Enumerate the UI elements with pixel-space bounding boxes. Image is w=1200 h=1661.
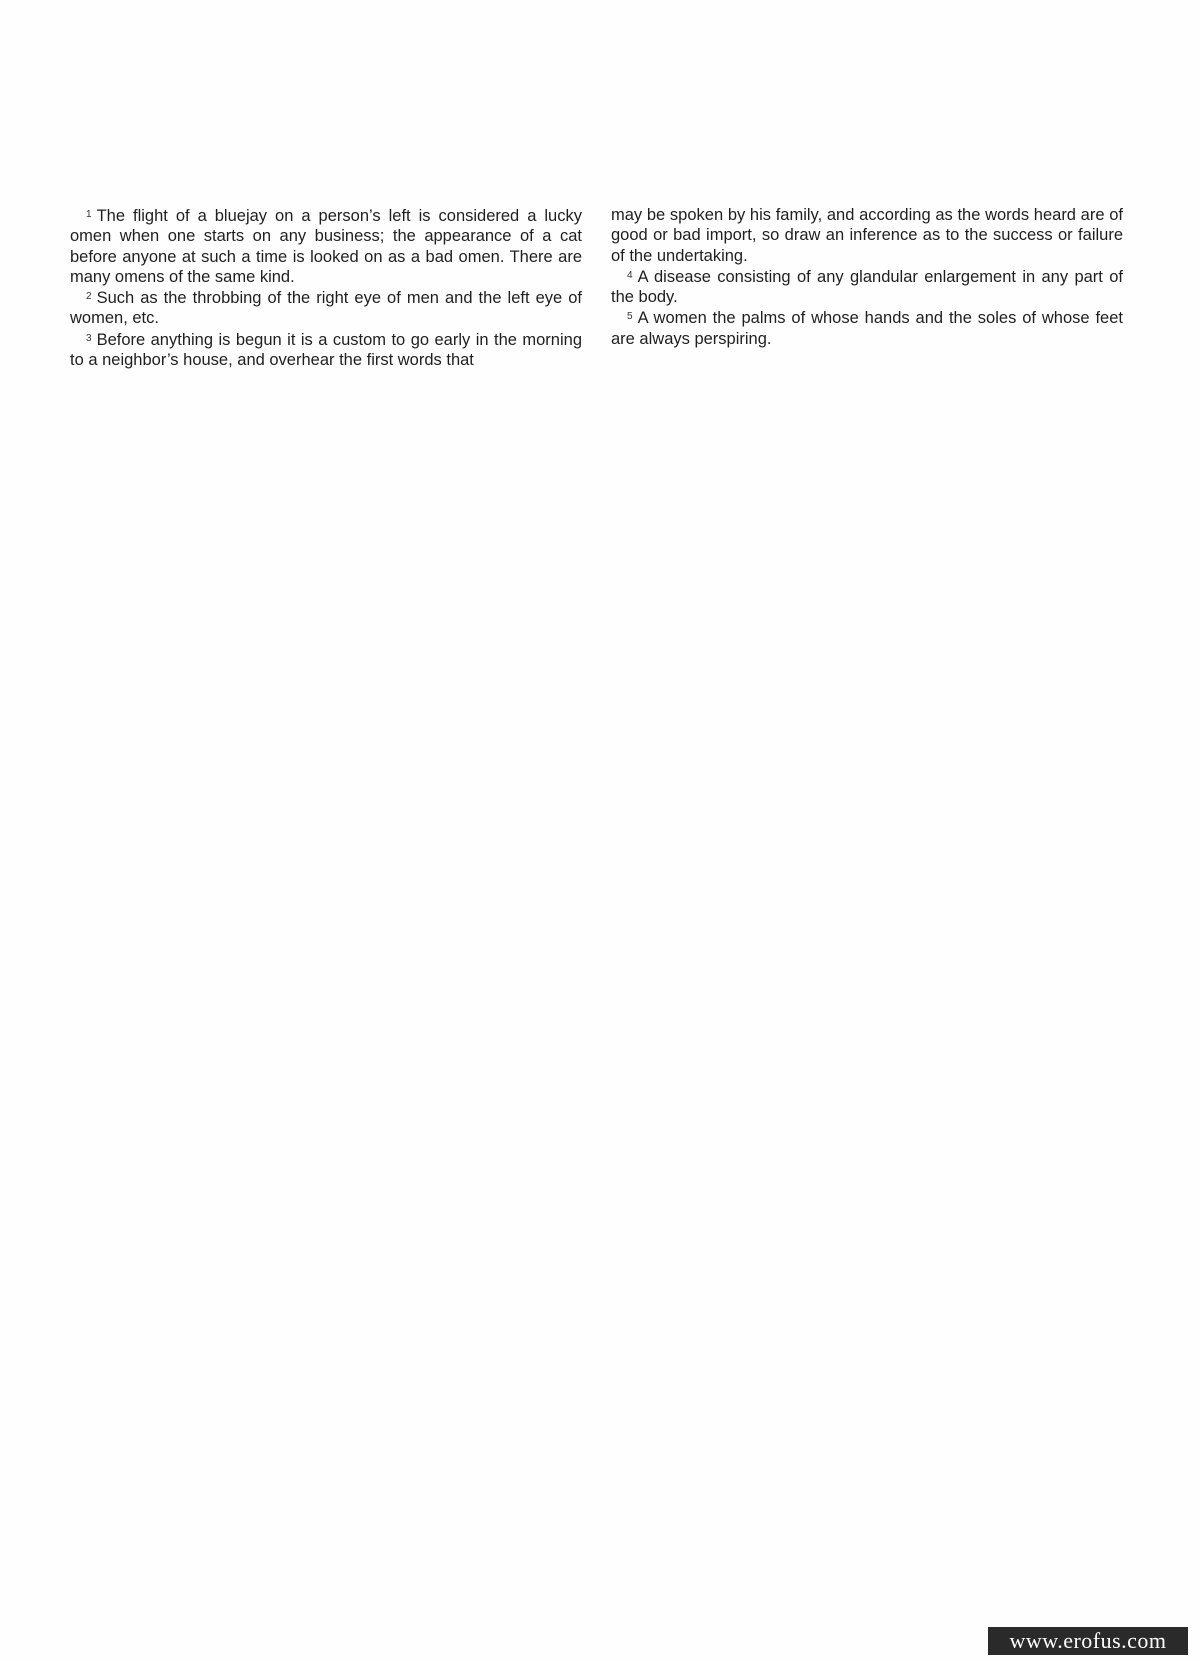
footnote-number: 1 (86, 209, 92, 220)
footnote-text: A women the palms of whose hands and the soles of whose feet are always perspiring. (611, 309, 1123, 348)
footnote-4 (611, 266, 1123, 308)
footnote-3-continued (611, 205, 1123, 266)
footnote-number: 2 (86, 291, 92, 303)
footnote-number: 5 (627, 311, 633, 323)
footnote-text: A disease consisting of any glandular enlargement in any part of the body. (611, 267, 1123, 307)
footnote-2 (70, 287, 582, 329)
footnote-5 (611, 307, 1123, 349)
site-watermark: www.erofus.com (988, 1627, 1188, 1655)
footnote-text: The flight of a bluejay on a person’s left is considered a lucky omen when one starts on any business; the appearance of a cat before anyone at such a time is looked on as a bad omen. There are many omens of the same kind. (70, 207, 582, 286)
footnote-number: 3 (86, 332, 92, 344)
footnote-1 (70, 205, 582, 287)
footnotes-right-column (611, 205, 1123, 349)
footnote-text: Such as the throbbing of the right eye of men and the left eye of women, etc. (70, 289, 582, 328)
footnote-3 (70, 329, 582, 371)
footnote-number: 4 (627, 269, 633, 281)
footnotes-left-column (70, 205, 582, 370)
footnote-text: may be spoken by his family, and according as the words heard are of good or bad import, so draw an inference as to the success or failure of the undertaking. (611, 206, 1123, 265)
footnote-text: Before anything is begun it is a custom to go early in the morning to a neighbor’s house, and overhear the first words that (70, 330, 582, 370)
